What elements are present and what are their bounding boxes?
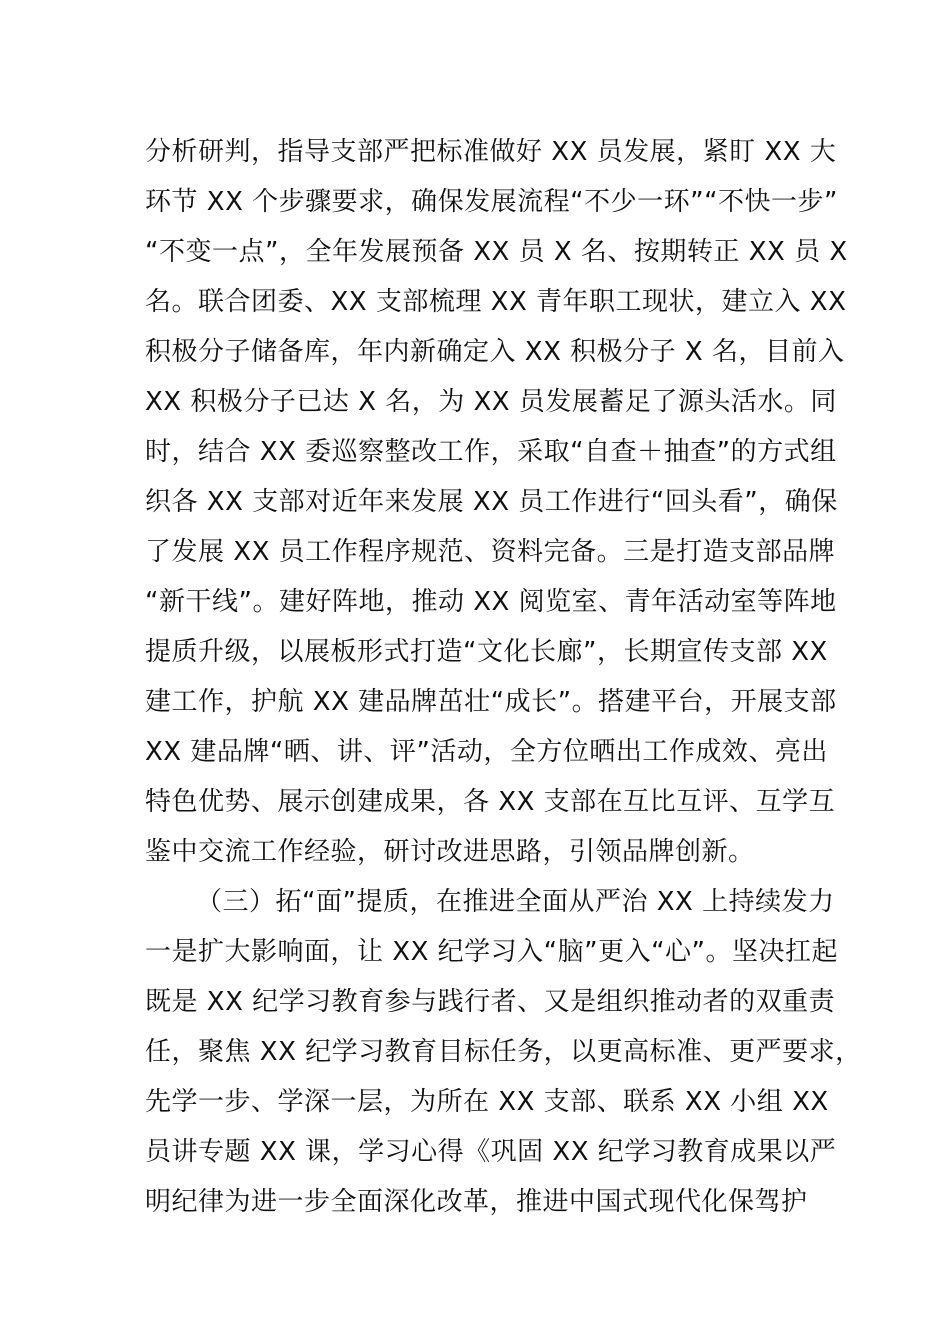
text-line: 时，结合 XX 委巡察整改工作，采取“自查＋抽查”的方式组 (145, 437, 837, 467)
text-line: 先学一步、学深一层，为所在 XX 支部、联系 XX 小组 XX (145, 1087, 829, 1117)
text-line: 分析研判，指导支部严把标准做好 XX 员发展，紧盯 XX 大 (145, 137, 837, 167)
text-line: 员讲专题 XX 课，学习心得《巩固 XX 纪学习教育成果以严 (145, 1137, 837, 1167)
text-line: “不变一点”，全年发展预备 XX 员 X 名、按期转正 XX 员 X (145, 237, 848, 267)
section-heading: （三）拓“面”提质，在推进全面从严治 XX 上持续发力 (196, 887, 835, 917)
text-line: 积极分子储备库，年内新确定入 XX 积极分子 X 名，目前入 (145, 337, 845, 367)
text-line: 鉴中交流工作经验，研讨改进思路，引领品牌创新。 (145, 837, 755, 867)
text-line: 环节 XX 个步骤要求，确保发展流程“不少一环”“不快一步” (145, 187, 839, 217)
text-line: 任，聚焦 XX 纪学习教育目标任务，以更高标准、更严要求， (145, 1037, 862, 1067)
text-line: 提质升级，以展板形式打造“文化长廊”，长期宣传支部 XX (145, 637, 828, 667)
text-line: 一是扩大影响面，让 XX 纪学习入“脑”更入“心”。坚决扛起 (145, 937, 839, 967)
text-line: 既是 XX 纪学习教育参与践行者、又是组织推动者的双重责 (145, 987, 836, 1017)
text-line: “新干线”。建好阵地，推动 XX 阅览室、青年活动室等阵地 (145, 587, 837, 617)
text-line: 名。联合团委、XX 支部梳理 XX 青年职工现状，建立入 XX (145, 287, 847, 317)
text-line: XX 积极分子已达 X 名，为 XX 员发展蓄足了源头活水。同 (145, 387, 837, 417)
text-line: 织各 XX 支部对近年来发展 XX 员工作进行“回头看”，确保 (145, 487, 838, 517)
text-line: 明纪律为进一步全面深化改革，推进中国式现代化保驾护 (145, 1187, 808, 1217)
text-line: 特色优势、展示创建成果，各 XX 支部在互比互评、互学互 (145, 787, 836, 817)
text-line: 建工作，护航 XX 建品牌茁壮“成长”。搭建平台，开展支部 (145, 687, 837, 717)
text-line: 了发展 XX 员工作程序规范、资料完备。三是打造支部品牌 (145, 537, 836, 567)
text-line: XX 建品牌“晒、讲、评”活动，全方位晒出工作成效、亮出 (145, 737, 828, 767)
